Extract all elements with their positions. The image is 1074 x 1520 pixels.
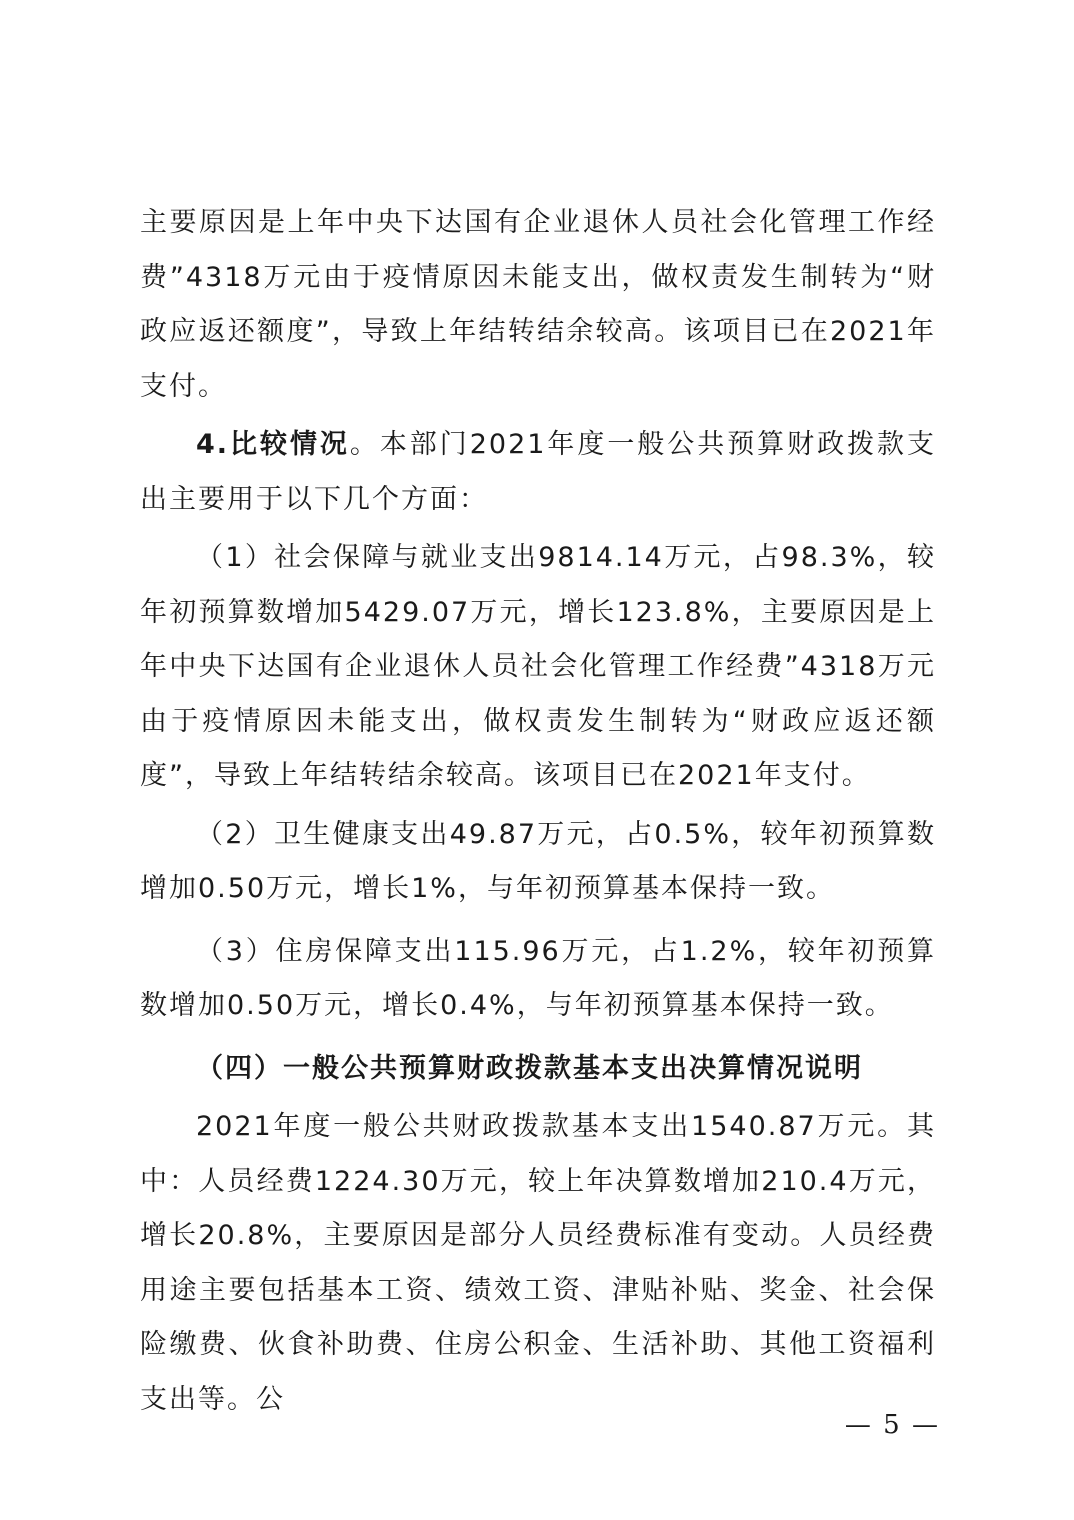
paragraph-health: （2）卫生健康支出49.87万元，占0.5%，较年初预算数增加0.50万元，增长1%，与年初预算基本保持一致。: [140, 818, 936, 904]
comparison-heading: 4.比较情况: [196, 429, 350, 460]
page-number: — 5 —: [844, 1410, 940, 1440]
paragraph-housing: （3）住房保障支出115.96万元，占1.2%，较年初预算数增加0.50万元，增长0.4%，与年初预算基本保持一致。: [140, 935, 936, 1021]
paragraph-basic-expenditure: 2021年度一般公共财政拨款基本支出1540.87万元。其中：人员经费1224.30万元，较上年决算数增加210.4万元，增长20.8%，主要原因是部分人员经费标准有变动。人员经费用途主要包括基本工资、绩效工资、津贴补贴、奖金、社会保险缴费、伙食补助费、住房公积金、生活补助、其他工资福利支出等。公: [140, 1111, 936, 1415]
body-text: [140, 196, 936, 1427]
comparison-intro: 。本部门2021年度一般公共预算财政拨款支出主要用于以下几个方面：: [140, 429, 936, 515]
paragraph-continued-reason: 主要原因是上年中央下达国有企业退休人员社会化管理工作经费”4318万元由于疫情原因未能支出，做权责发生制转为“财政应返还额度”，导致上年结转结余较高。该项目已在2021年支付。: [140, 207, 936, 402]
paragraph-social-security: （1）社会保障与就业支出9814.14万元，占98.3%，较年初预算数增加5429.07万元，增长123.8%，主要原因是上年中央下达国有企业退休人员社会化管理工作经费”4318万元由于疫情原因未能支出，做权责发生制转为“财政应返还额度”，导致上年结转结余较高。该项目已在2021年支付。: [140, 542, 936, 791]
paragraph-comparison: [140, 418, 936, 527]
section-heading-basic-expenditure: （四）一般公共预算财政拨款基本支出决算情况说明: [196, 1052, 863, 1084]
